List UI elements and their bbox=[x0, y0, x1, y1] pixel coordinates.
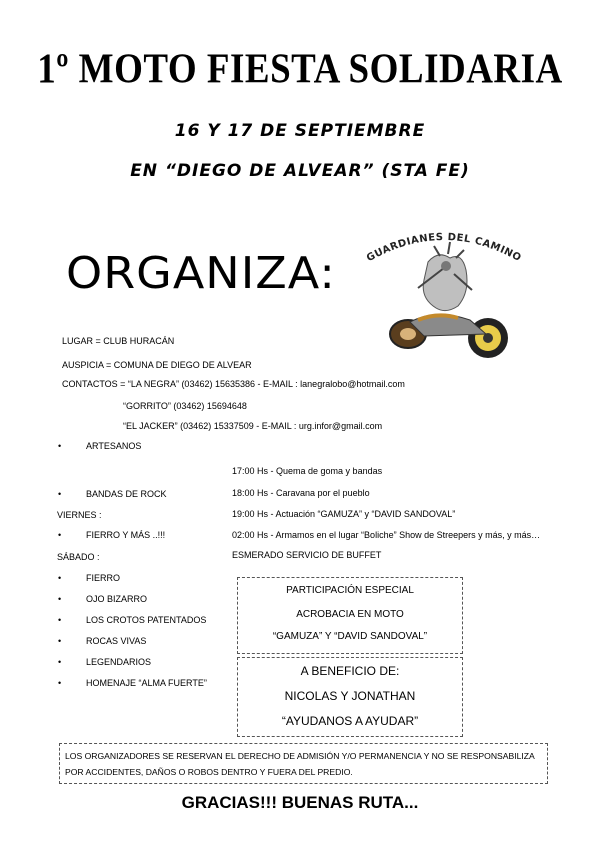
buffet-note: ESMERADO SERVICIO DE BUFFET bbox=[232, 550, 382, 560]
benefit-line-2: NICOLAS Y JONATHAN bbox=[284, 689, 416, 703]
benefit-line-1: A BENEFICIO DE: bbox=[300, 664, 400, 678]
lineup-band: • LEGENDARIOS bbox=[86, 657, 151, 667]
logo-text: GUARDIANES DEL CAMINO bbox=[364, 231, 524, 265]
lineup-sabado-label: SÁBADO : bbox=[57, 552, 100, 562]
lineup-item: • BANDAS DE ROCK bbox=[86, 489, 167, 499]
guardianes-logo bbox=[358, 222, 530, 362]
benefit-box bbox=[237, 657, 463, 737]
special-line-1: PARTICIPACIÓN ESPECIAL bbox=[286, 585, 414, 596]
lineup-band: • OJO BIZARRO bbox=[86, 594, 147, 604]
benefit-line-3: “AYUDANOS A AYUDAR” bbox=[281, 714, 419, 728]
schedule-item: 19:00 Hs - Actuación “GAMUZA” y “DAVID SANDOVAL” bbox=[232, 509, 456, 519]
event-location: EN “DIEGO DE ALVEAR” (STA FE) bbox=[130, 161, 470, 181]
lineup-item: • ARTESANOS bbox=[86, 441, 141, 451]
special-line-2: ACROBACIA EN MOTO bbox=[296, 609, 404, 620]
schedule-item: 18:00 Hs - Caravana por el pueblo bbox=[232, 488, 370, 498]
lineup-band: • ROCAS VIVAS bbox=[86, 636, 146, 646]
info-auspicia: AUSPICIA = COMUNA DE DIEGO DE ALVEAR bbox=[62, 360, 252, 370]
closing-thanks: GRACIAS!!! BUENAS RUTA... bbox=[181, 793, 419, 812]
info-contact-3: “EL JACKER” (03462) 15337509 - E-MAIL : urg.infor@gmail.com bbox=[123, 421, 383, 431]
event-dates: 16 Y 17 DE SEPTIEMBRE bbox=[174, 121, 426, 141]
lineup-item: • FIERRO Y MÁS ..!!! bbox=[86, 530, 165, 540]
info-contact-1: CONTACTOS = “LA NEGRA” (03462) 15635386 - E-MAIL : lanegralobo@hotmail.com bbox=[62, 379, 405, 389]
disclaimer-box bbox=[59, 743, 548, 784]
lineup-band: • FIERRO bbox=[86, 573, 120, 583]
organiza-heading: ORGANIZA: bbox=[66, 247, 336, 299]
lineup-band: • HOMENAJE “ALMA FUERTE” bbox=[86, 678, 207, 688]
special-line-3: “GAMUZA” Y “DAVID SANDOVAL” bbox=[272, 631, 428, 642]
special-participation-box bbox=[237, 577, 463, 654]
info-lugar: LUGAR = CLUB HURACÁN bbox=[62, 336, 175, 346]
disclaimer-text: LOS ORGANIZADORES SE RESERVAN EL DERECHO DE ADMISIÓN Y/O PERMANENCIA Y NO SE RESPONSABILIZA POR ACCIDENTES, DAÑOS O ROBOS DENTRO Y FUERA DEL PREDIO. bbox=[65, 751, 535, 777]
page-title: 1º MOTO FIESTA SOLIDARIA bbox=[37, 45, 563, 94]
schedule-item: 02:00 Hs - Armamos en el lugar “Boliche” Show de Streepers y más, y más… bbox=[232, 530, 541, 540]
lineup-band: • LOS CROTOS PATENTADOS bbox=[86, 615, 206, 625]
lineup-viernes-label: VIERNES : bbox=[57, 510, 102, 520]
schedule-item: 17:00 Hs - Quema de goma y bandas bbox=[232, 466, 383, 476]
info-contact-2: “GORRITO” (03462) 15694648 bbox=[123, 401, 247, 411]
